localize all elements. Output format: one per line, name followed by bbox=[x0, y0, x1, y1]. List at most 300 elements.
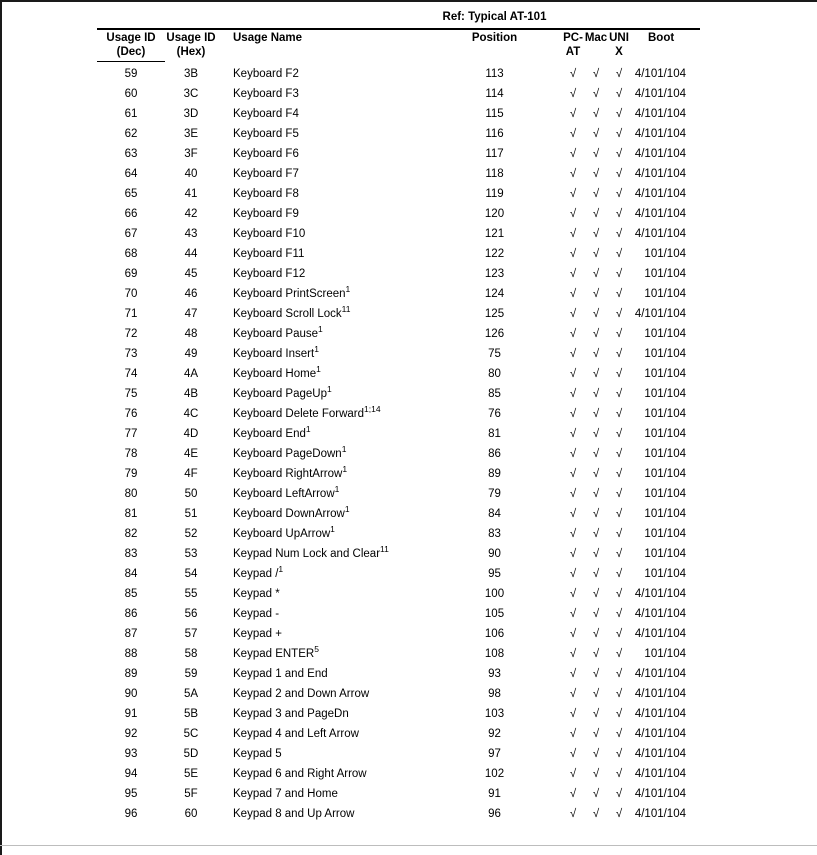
usage-id-hex-cell: 43 bbox=[184, 228, 198, 240]
usage-name-text: Keyboard F7 bbox=[233, 168, 299, 180]
usage-name-text: Keyboard F10 bbox=[233, 228, 306, 240]
at101-position-cell: 85 bbox=[488, 388, 501, 400]
table-top-rule bbox=[97, 28, 700, 30]
footnote-ref: 1 bbox=[316, 364, 321, 375]
usage-name-text: Keypad 7 and Home bbox=[233, 788, 338, 800]
pc-at-check-cell: √ bbox=[569, 188, 577, 200]
table-row bbox=[97, 804, 700, 824]
usage-id-dec-cell: 69 bbox=[124, 268, 138, 280]
mac-check-cell: √ bbox=[592, 388, 600, 400]
usage-id-dec-cell: 89 bbox=[124, 668, 138, 680]
at101-position-cell: 122 bbox=[484, 248, 505, 260]
usage-id-hex-cell: 49 bbox=[184, 348, 198, 360]
usage-id-dec-cell: 64 bbox=[124, 168, 138, 180]
usage-id-dec-cell: 65 bbox=[124, 188, 138, 200]
usage-id-dec-cell: 71 bbox=[124, 308, 138, 320]
at101-position-cell: 120 bbox=[484, 208, 505, 220]
pc-at-check-cell: √ bbox=[569, 488, 577, 500]
footnote-ref: 1 bbox=[341, 444, 347, 455]
pc-at-check-cell: √ bbox=[569, 588, 577, 600]
usage-name-cell bbox=[217, 724, 427, 744]
usage-name-text: Keypad 1 and End bbox=[233, 668, 328, 680]
mac-check-cell: √ bbox=[592, 808, 600, 820]
mac-check-cell: √ bbox=[592, 608, 600, 620]
usage-id-hex-cell: 58 bbox=[184, 648, 198, 660]
mac-check-cell: √ bbox=[592, 108, 600, 120]
usage-name-text: Keyboard F5 bbox=[233, 128, 299, 140]
usage-name-text: Keyboard LeftArrow bbox=[233, 488, 335, 500]
usage-id-dec-cell: 81 bbox=[124, 508, 138, 520]
usage-id-hex-cell: 44 bbox=[184, 248, 198, 260]
page-bottom-rule bbox=[0, 845, 817, 846]
usage-name-cell bbox=[217, 544, 427, 564]
unix-check-cell: √ bbox=[615, 128, 623, 140]
boot-cell: 4/101/104 bbox=[634, 788, 686, 800]
usage-id-hex-cell: 3E bbox=[183, 128, 199, 140]
usage-name-text: Keypad / bbox=[233, 568, 279, 580]
usage-id-dec-cell: 90 bbox=[124, 688, 138, 700]
table-row bbox=[97, 684, 700, 704]
boot-cell: 4/101/104 bbox=[634, 768, 686, 780]
usage-id-hex-cell: 4C bbox=[183, 408, 199, 420]
boot-cell: 101/104 bbox=[644, 508, 686, 520]
pc-at-check-cell: √ bbox=[569, 788, 577, 800]
col-header-position: Position bbox=[471, 32, 518, 44]
usage-name-cell bbox=[217, 104, 427, 124]
usage-name-cell bbox=[217, 504, 427, 524]
usage-name-cell bbox=[217, 624, 427, 644]
usage-id-hex-cell: 5E bbox=[183, 768, 199, 780]
usage-name-cell bbox=[217, 224, 427, 244]
table-row bbox=[97, 244, 700, 264]
unix-check-cell: √ bbox=[615, 408, 623, 420]
usage-id-hex-cell: 51 bbox=[184, 508, 198, 520]
at101-position-cell: 103 bbox=[484, 708, 505, 720]
pc-at-check-cell: √ bbox=[569, 88, 577, 100]
usage-name-cell bbox=[217, 184, 427, 204]
pc-at-check-cell: √ bbox=[569, 548, 577, 560]
pc-at-check-cell: √ bbox=[569, 668, 577, 680]
usage-name-cell bbox=[217, 664, 427, 684]
unix-check-cell: √ bbox=[615, 428, 623, 440]
boot-cell: 101/104 bbox=[644, 268, 686, 280]
boot-cell: 4/101/104 bbox=[634, 168, 686, 180]
at101-position-cell: 116 bbox=[485, 128, 504, 140]
unix-check-cell: √ bbox=[615, 748, 623, 760]
boot-cell: 4/101/104 bbox=[634, 108, 686, 120]
usage-name-text: Keyboard F6 bbox=[233, 148, 299, 160]
usage-id-dec-cell: 82 bbox=[124, 528, 138, 540]
mac-check-cell: √ bbox=[592, 728, 600, 740]
unix-check-cell: √ bbox=[615, 148, 623, 160]
header-line: AT bbox=[565, 46, 581, 58]
mac-check-cell: √ bbox=[592, 368, 600, 380]
pc-at-check-cell: √ bbox=[569, 448, 577, 460]
at101-position-cell: 126 bbox=[484, 328, 505, 340]
footnote-ref: 1 bbox=[344, 504, 350, 515]
usage-id-dec-cell: 96 bbox=[124, 808, 138, 820]
usage-id-hex-cell: 5A bbox=[183, 688, 199, 700]
at101-position-cell: 123 bbox=[484, 268, 505, 280]
boot-cell: 101/104 bbox=[644, 248, 686, 260]
usage-id-dec-cell: 75 bbox=[124, 388, 138, 400]
unix-check-cell: √ bbox=[615, 608, 623, 620]
pc-at-check-cell: √ bbox=[569, 508, 577, 520]
usage-name-cell bbox=[217, 444, 427, 464]
usage-name-text: Keyboard End bbox=[233, 428, 306, 440]
usage-name-text: Keyboard PageDown bbox=[233, 448, 342, 460]
usage-id-dec-cell: 87 bbox=[124, 628, 138, 640]
mac-check-cell: √ bbox=[592, 348, 600, 360]
usage-id-hex-cell: 4F bbox=[184, 468, 198, 480]
usage-id-hex-cell: 4E bbox=[183, 448, 199, 460]
at101-position-cell: 100 bbox=[484, 588, 505, 600]
unix-check-cell: √ bbox=[615, 368, 623, 380]
unix-check-cell: √ bbox=[615, 288, 623, 300]
at101-position-cell: 79 bbox=[488, 488, 501, 500]
pc-at-check-cell: √ bbox=[569, 808, 577, 820]
page-left-border bbox=[0, 0, 2, 855]
usage-id-hex-cell: 60 bbox=[184, 808, 198, 820]
usage-id-hex-cell: 54 bbox=[184, 568, 198, 580]
header-line: UNI bbox=[609, 32, 629, 44]
unix-check-cell: √ bbox=[615, 348, 623, 360]
col-header-ref-at101: Ref: Typical AT-101 bbox=[442, 11, 547, 23]
unix-check-cell: √ bbox=[615, 668, 623, 680]
usage-name-cell bbox=[217, 764, 427, 784]
usage-name-cell bbox=[217, 464, 427, 484]
pc-at-check-cell: √ bbox=[569, 408, 577, 420]
unix-check-cell: √ bbox=[615, 788, 623, 800]
usage-id-hex-cell: 53 bbox=[184, 548, 198, 560]
usage-id-hex-cell: 42 bbox=[184, 208, 198, 220]
usage-id-dec-cell: 95 bbox=[124, 788, 138, 800]
usage-id-dec-cell: 67 bbox=[124, 228, 138, 240]
mac-check-cell: √ bbox=[592, 408, 600, 420]
usage-id-hex-cell: 5C bbox=[183, 728, 199, 740]
pc-at-check-cell: √ bbox=[569, 248, 577, 260]
table-row bbox=[97, 584, 700, 604]
header-line: Usage ID bbox=[106, 32, 156, 44]
footnote-ref: 1 bbox=[326, 384, 332, 395]
unix-check-cell: √ bbox=[615, 88, 623, 100]
usage-name-cell bbox=[217, 84, 427, 104]
unix-check-cell: √ bbox=[615, 628, 623, 640]
header-line: Usage ID bbox=[166, 32, 216, 44]
usage-name-cell bbox=[217, 244, 427, 264]
table-row bbox=[97, 604, 700, 624]
footnote-ref: 1 bbox=[314, 344, 319, 355]
table-row bbox=[97, 284, 700, 304]
usage-name-text: Keypad Num Lock and Clear bbox=[233, 548, 381, 560]
header-line: PC- bbox=[563, 32, 583, 44]
at101-position-cell: 119 bbox=[485, 188, 504, 200]
boot-cell: 101/104 bbox=[644, 568, 686, 580]
pc-at-check-cell: √ bbox=[569, 308, 577, 320]
usage-name-text: Keypad 8 and Up Arrow bbox=[233, 808, 355, 820]
mac-check-cell: √ bbox=[592, 508, 600, 520]
at101-position-cell: 98 bbox=[488, 688, 501, 700]
boot-cell: 4/101/104 bbox=[634, 588, 686, 600]
usage-name-text: Keyboard F9 bbox=[233, 208, 299, 220]
usage-id-dec-cell: 94 bbox=[124, 768, 138, 780]
boot-cell: 4/101/104 bbox=[634, 148, 686, 160]
unix-check-cell: √ bbox=[615, 648, 623, 660]
usage-name-text: Keypad ENTER bbox=[233, 648, 315, 660]
pc-at-check-cell: √ bbox=[569, 728, 577, 740]
usage-id-dec-cell: 68 bbox=[124, 248, 138, 260]
unix-check-cell: √ bbox=[615, 208, 623, 220]
usage-name-text: Keyboard F11 bbox=[233, 248, 305, 260]
usage-id-hex-cell: 3D bbox=[183, 108, 199, 120]
mac-check-cell: √ bbox=[592, 648, 600, 660]
footnote-ref: 1 bbox=[342, 464, 348, 475]
mac-check-cell: √ bbox=[592, 288, 600, 300]
table-row bbox=[97, 224, 700, 244]
unix-check-cell: √ bbox=[615, 188, 623, 200]
usage-name-cell bbox=[217, 124, 427, 144]
pc-at-check-cell: √ bbox=[569, 528, 577, 540]
col-header-usage-name: Usage Name bbox=[233, 32, 303, 44]
at101-position-cell: 114 bbox=[485, 88, 504, 100]
mac-check-cell: √ bbox=[592, 448, 600, 460]
at101-position-cell: 81 bbox=[488, 428, 501, 440]
at101-position-cell: 105 bbox=[484, 608, 505, 620]
table-row bbox=[97, 544, 700, 564]
table-row bbox=[97, 444, 700, 464]
usage-id-hex-cell: 3C bbox=[183, 88, 199, 100]
table-row bbox=[97, 404, 700, 424]
boot-cell: 101/104 bbox=[644, 368, 686, 380]
at101-position-cell: 125 bbox=[484, 308, 505, 320]
footnote-ref: 1 bbox=[278, 564, 284, 575]
boot-cell: 101/104 bbox=[644, 408, 686, 420]
table-row bbox=[97, 384, 700, 404]
usage-name-cell bbox=[217, 404, 427, 424]
unix-check-cell: √ bbox=[615, 568, 623, 580]
at101-position-cell: 102 bbox=[484, 768, 505, 780]
unix-check-cell: √ bbox=[615, 808, 623, 820]
usage-id-hex-cell: 3F bbox=[184, 148, 198, 160]
usage-name-cell bbox=[217, 644, 427, 664]
usage-name-cell bbox=[217, 344, 427, 364]
table-row bbox=[97, 204, 700, 224]
usage-id-dec-cell: 77 bbox=[124, 428, 138, 440]
usage-name-cell bbox=[217, 204, 427, 224]
header-line: (Hex) bbox=[176, 46, 206, 58]
mac-check-cell: √ bbox=[592, 488, 600, 500]
table-row bbox=[97, 504, 700, 524]
usage-name-cell bbox=[217, 324, 427, 344]
usage-id-hex-cell: 47 bbox=[184, 308, 198, 320]
usage-id-hex-cell: 5F bbox=[184, 788, 198, 800]
pc-at-check-cell: √ bbox=[569, 148, 577, 160]
at101-position-cell: 113 bbox=[485, 68, 504, 80]
boot-cell: 4/101/104 bbox=[634, 668, 686, 680]
pc-at-check-cell: √ bbox=[569, 688, 577, 700]
table-row bbox=[97, 344, 700, 364]
mac-check-cell: √ bbox=[592, 468, 600, 480]
footnote-ref: 1;14 bbox=[364, 404, 381, 415]
usage-id-dec-cell: 84 bbox=[124, 568, 138, 580]
table-row bbox=[97, 724, 700, 744]
unix-check-cell: √ bbox=[615, 708, 623, 720]
footnote-ref: 11 bbox=[380, 544, 389, 555]
usage-id-hex-cell: 40 bbox=[184, 168, 198, 180]
usage-id-dec-cell: 63 bbox=[124, 148, 138, 160]
usage-id-hex-cell: 41 bbox=[184, 188, 198, 200]
unix-check-cell: √ bbox=[615, 688, 623, 700]
usage-name-cell bbox=[217, 304, 427, 324]
usage-name-cell bbox=[217, 364, 427, 384]
header-line: (Dec) bbox=[116, 46, 146, 58]
at101-position-cell: 115 bbox=[485, 108, 504, 120]
at101-position-cell: 86 bbox=[488, 448, 501, 460]
boot-cell: 4/101/104 bbox=[634, 68, 686, 80]
usage-name-text: Keyboard Home bbox=[233, 368, 317, 380]
boot-cell: 4/101/104 bbox=[634, 228, 686, 240]
usage-name-cell bbox=[217, 164, 427, 184]
table-row bbox=[97, 764, 700, 784]
usage-name-text: Keyboard PageUp bbox=[233, 388, 327, 400]
table-row bbox=[97, 484, 700, 504]
usage-id-dec-cell: 59 bbox=[124, 68, 138, 80]
mac-check-cell: √ bbox=[592, 148, 600, 160]
col-header-unix bbox=[608, 31, 630, 62]
boot-cell: 4/101/104 bbox=[634, 608, 686, 620]
unix-check-cell: √ bbox=[615, 248, 623, 260]
usage-name-cell bbox=[217, 484, 427, 504]
table-row bbox=[97, 704, 700, 724]
usage-id-dec-cell: 76 bbox=[124, 408, 138, 420]
at101-position-cell: 76 bbox=[488, 408, 501, 420]
table-row bbox=[97, 124, 700, 144]
usage-name-text: Keyboard PrintScreen bbox=[233, 288, 346, 300]
header-line: X bbox=[615, 46, 623, 58]
table-header-row bbox=[97, 31, 700, 62]
usage-id-dec-cell: 80 bbox=[124, 488, 138, 500]
unix-check-cell: √ bbox=[615, 588, 623, 600]
boot-cell: 101/104 bbox=[644, 548, 686, 560]
at101-position-cell: 97 bbox=[488, 748, 501, 760]
at101-position-cell: 84 bbox=[488, 508, 501, 520]
pc-at-check-cell: √ bbox=[569, 128, 577, 140]
at101-position-cell: 93 bbox=[488, 668, 501, 680]
unix-check-cell: √ bbox=[615, 388, 623, 400]
table-body bbox=[97, 64, 700, 824]
usage-id-dec-cell: 73 bbox=[124, 348, 138, 360]
boot-cell: 4/101/104 bbox=[634, 708, 686, 720]
pc-at-check-cell: √ bbox=[569, 228, 577, 240]
at101-position-cell: 91 bbox=[488, 788, 501, 800]
col-header-usage-id-dec bbox=[97, 31, 165, 62]
usage-name-cell bbox=[217, 784, 427, 804]
boot-cell: 4/101/104 bbox=[634, 748, 686, 760]
at101-position-cell: 118 bbox=[485, 168, 504, 180]
unix-check-cell: √ bbox=[615, 548, 623, 560]
at101-position-cell: 95 bbox=[488, 568, 501, 580]
usage-id-hex-cell: 48 bbox=[184, 328, 198, 340]
col-header-pc-at bbox=[562, 31, 584, 62]
usage-name-text: Keyboard F3 bbox=[233, 88, 299, 100]
usage-name-text: Keyboard F2 bbox=[233, 68, 299, 80]
mac-check-cell: √ bbox=[592, 708, 600, 720]
mac-check-cell: √ bbox=[592, 128, 600, 140]
usage-name-text: Keyboard UpArrow bbox=[233, 528, 331, 540]
at101-position-cell: 121 bbox=[484, 228, 505, 240]
at101-position-cell: 108 bbox=[484, 648, 505, 660]
at101-position-cell: 83 bbox=[488, 528, 501, 540]
mac-check-cell: √ bbox=[592, 688, 600, 700]
boot-cell: 4/101/104 bbox=[634, 88, 686, 100]
at101-position-cell: 75 bbox=[488, 348, 501, 360]
boot-cell: 4/101/104 bbox=[634, 728, 686, 740]
usage-name-text: Keypad + bbox=[233, 628, 282, 640]
table-row bbox=[97, 144, 700, 164]
footnote-ref: 1 bbox=[305, 424, 311, 435]
mac-check-cell: √ bbox=[592, 228, 600, 240]
table-row bbox=[97, 104, 700, 124]
usage-id-dec-cell: 60 bbox=[124, 88, 138, 100]
pc-at-check-cell: √ bbox=[569, 168, 577, 180]
footnote-ref: 1 bbox=[345, 284, 351, 295]
footnote-ref: 1 bbox=[334, 484, 340, 495]
usage-name-cell bbox=[217, 604, 427, 624]
page-top-border bbox=[0, 0, 817, 2]
boot-cell: 101/104 bbox=[644, 388, 686, 400]
usage-id-hex-cell: 59 bbox=[184, 668, 198, 680]
table-row bbox=[97, 464, 700, 484]
usage-name-text: Keypad 2 and Down Arrow bbox=[233, 688, 370, 700]
usage-id-hex-cell: 56 bbox=[184, 608, 198, 620]
usage-name-cell bbox=[217, 744, 427, 764]
usage-id-hex-cell: 4A bbox=[183, 368, 199, 380]
usage-id-dec-cell: 86 bbox=[124, 608, 138, 620]
at101-position-cell: 92 bbox=[488, 728, 501, 740]
usage-id-hex-cell: 52 bbox=[184, 528, 198, 540]
usage-name-text: Keyboard Delete Forward bbox=[233, 408, 365, 420]
mac-check-cell: √ bbox=[592, 248, 600, 260]
pc-at-check-cell: √ bbox=[569, 288, 577, 300]
boot-cell: 4/101/104 bbox=[634, 628, 686, 640]
pc-at-check-cell: √ bbox=[569, 748, 577, 760]
table-row bbox=[97, 64, 700, 84]
boot-cell: 4/101/104 bbox=[634, 808, 686, 820]
mac-check-cell: √ bbox=[592, 88, 600, 100]
usage-name-text: Keypad - bbox=[233, 608, 280, 620]
unix-check-cell: √ bbox=[615, 468, 623, 480]
mac-check-cell: √ bbox=[592, 588, 600, 600]
mac-check-cell: √ bbox=[592, 208, 600, 220]
at101-position-cell: 96 bbox=[488, 808, 501, 820]
mac-check-cell: √ bbox=[592, 308, 600, 320]
usage-name-text: Keyboard F12 bbox=[233, 268, 306, 280]
boot-cell: 101/104 bbox=[644, 328, 686, 340]
boot-cell: 101/104 bbox=[644, 348, 686, 360]
usage-id-hex-cell: 55 bbox=[184, 588, 198, 600]
usage-name-cell bbox=[217, 264, 427, 284]
usage-name-text: Keyboard Scroll Lock bbox=[233, 308, 342, 320]
pc-at-check-cell: √ bbox=[569, 368, 577, 380]
usage-name-text: Keyboard F8 bbox=[233, 188, 299, 200]
usage-id-dec-cell: 85 bbox=[124, 588, 138, 600]
usage-name-text: Keyboard Pause bbox=[233, 328, 319, 340]
usage-name-cell bbox=[217, 704, 427, 724]
mac-check-cell: √ bbox=[592, 328, 600, 340]
usage-id-dec-cell: 72 bbox=[124, 328, 138, 340]
usage-name-text: Keypad 4 and Left Arrow bbox=[233, 728, 359, 740]
unix-check-cell: √ bbox=[615, 68, 623, 80]
